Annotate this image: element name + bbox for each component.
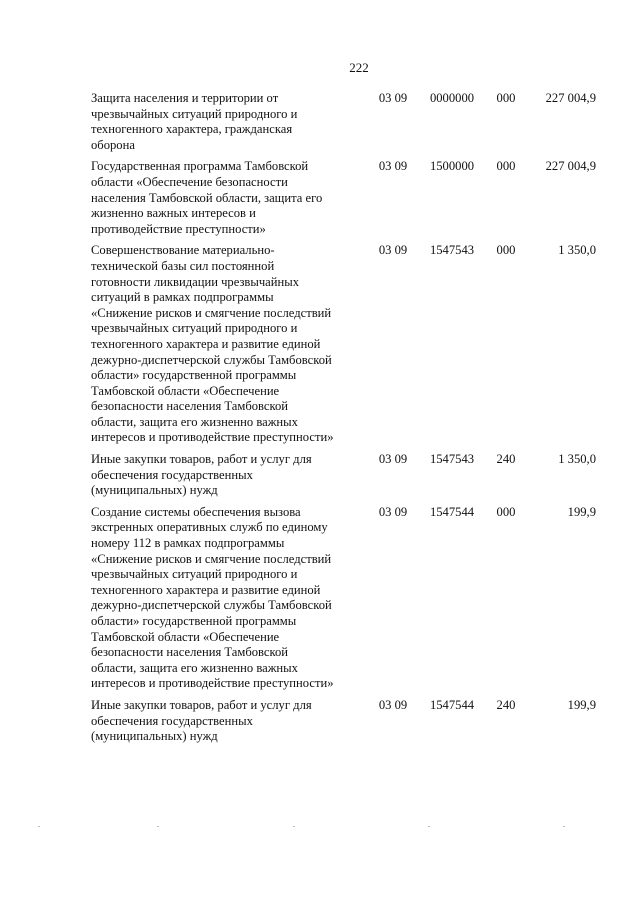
row-section-code: 03 09 — [378, 159, 408, 174]
row-target-article-code: 1547544 — [429, 697, 475, 712]
row-target-article-code: 1500000 — [429, 159, 475, 174]
scan-dot — [293, 826, 295, 827]
scan-dot — [38, 826, 40, 827]
page-number: 222 — [349, 60, 369, 75]
table-row — [91, 159, 596, 237]
row-section-code: 03 09 — [378, 452, 408, 467]
scan-dot — [157, 826, 159, 827]
row-section-code: 03 09 — [378, 243, 408, 258]
row-amount: 199,9 — [567, 504, 596, 519]
row-amount: 199,9 — [567, 697, 596, 712]
table-row — [91, 698, 596, 745]
row-description: Создание системы обеспечения вызова экстренных оперативных служб по единому номеру 112 в рамках подпрограммы «Снижение рисков и смягчение последствий чрезвычайных ситуаций природного и техногенного характера и развитие единой дежурно-диспетчерской службы Тамбовской области» государственной программы Тамбовской области «Обеспечение безопасности населения Тамбовской области, защита его жизненно важных интересов и противодействие преступности» — [91, 504, 334, 691]
row-amount: 227 004,9 — [545, 91, 596, 105]
row-target-article-code: 0000000 — [429, 91, 475, 105]
row-expense-type-code: 000 — [496, 504, 516, 519]
row-description: Иные закупки товаров, работ и услуг для обеспечения государственных (муниципальных) нужд — [91, 452, 312, 498]
row-expense-type-code: 000 — [496, 243, 516, 258]
scan-dot — [428, 826, 430, 827]
scan-dot — [563, 826, 565, 827]
table-row — [91, 452, 596, 499]
budget-table — [91, 91, 596, 751]
row-section-code: 03 09 — [378, 697, 408, 712]
row-expense-type-code: 240 — [496, 697, 516, 712]
scan-artifact-marks — [0, 826, 640, 828]
row-section-code: 03 09 — [378, 91, 408, 105]
row-expense-type-code: 000 — [496, 159, 516, 174]
row-amount: 1 350,0 — [558, 243, 596, 258]
row-expense-type-code: 000 — [496, 91, 516, 105]
table-row — [91, 505, 596, 692]
row-target-article-code: 1547543 — [429, 243, 475, 258]
row-target-article-code: 1547544 — [429, 504, 475, 519]
row-description: Иные закупки товаров, работ и услуг для обеспечения государственных (муниципальных) нужд — [91, 697, 312, 744]
row-description: Защита населения и территории от чрезвычайных ситуаций природного и техногенного характера, гражданская оборона — [91, 91, 298, 152]
row-description: Совершенствование материально- технической базы сил постоянной готовности ликвидации чрезвычайных ситуаций в рамках подпрограммы «Снижение рисков и смягчение последствий чрезвычайных ситуаций природного и техногенного характера и развитие единой дежурно-диспетчерской службы Тамбовской области» государственной программы Тамбовской области «Обеспечение безопасности населения Тамбовской области, защита его жизненно важных интересов и противодействие преступности» — [91, 243, 334, 445]
table-row — [91, 91, 596, 153]
row-target-article-code: 1547543 — [429, 452, 475, 467]
row-expense-type-code: 240 — [496, 452, 516, 467]
row-amount: 227 004,9 — [545, 159, 596, 174]
row-amount: 1 350,0 — [558, 452, 596, 467]
table-row — [91, 243, 596, 446]
row-description: Государственная программа Тамбовской области «Обеспечение безопасности населения Тамбовской области, защита его жизненно важных интересов и противодействие преступности» — [91, 159, 323, 236]
row-section-code: 03 09 — [378, 504, 408, 519]
